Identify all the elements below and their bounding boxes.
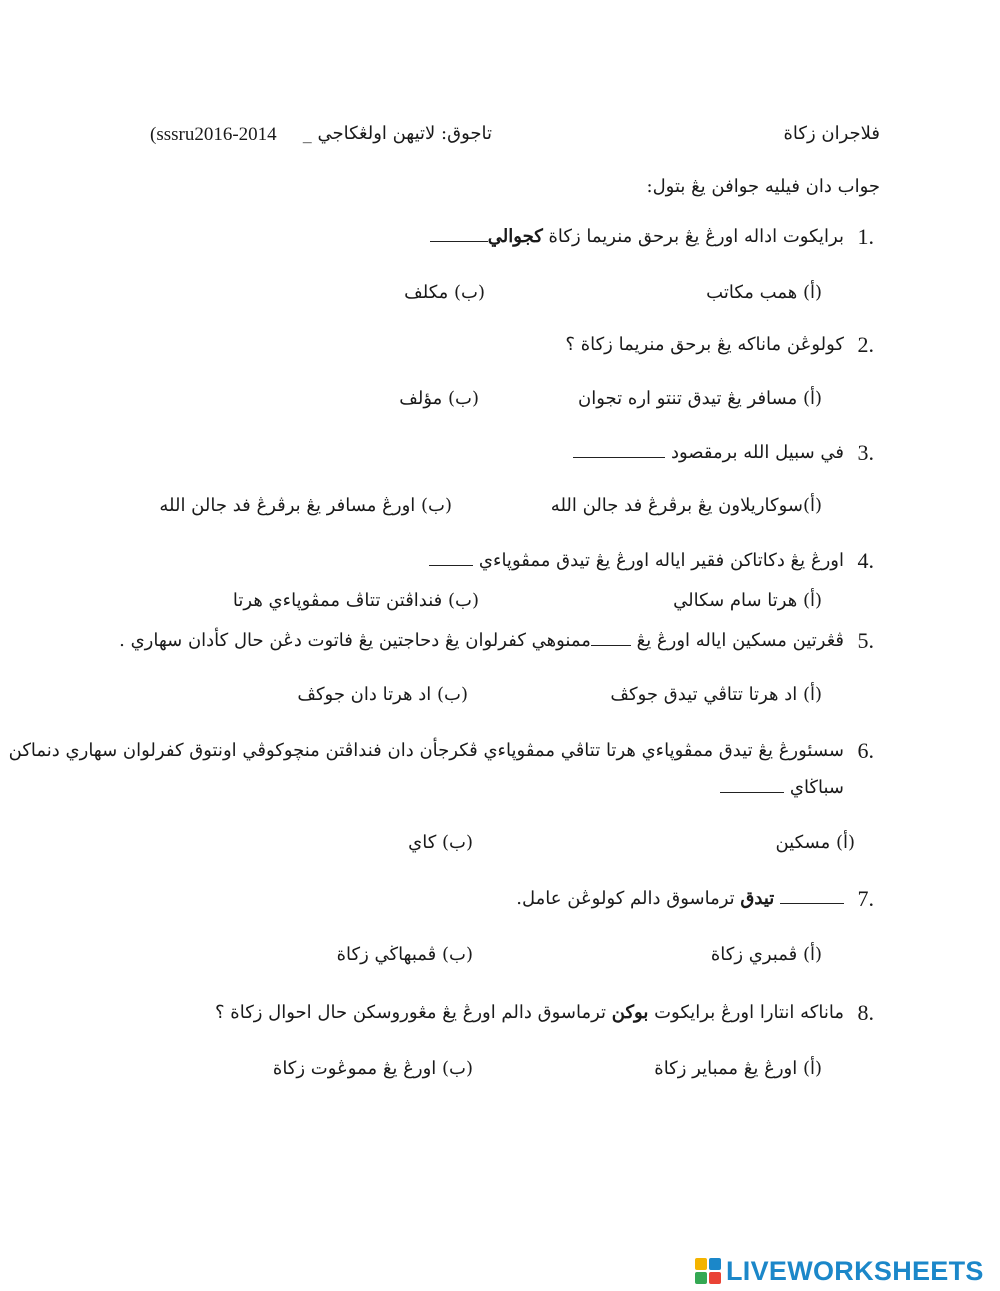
instruction-text: جواب دان فيليه جوافن يڠ بتول: [646, 176, 880, 197]
option-b[interactable]: (ب) كاي [408, 832, 473, 853]
question-number: 4. [857, 548, 874, 573]
question-number: 3. [857, 440, 874, 465]
syllabus-code: (sssru2016-2014 [150, 124, 277, 145]
question-5 [119, 630, 844, 651]
question-keyword: تيدق [740, 888, 775, 909]
question-number: 2. [857, 332, 874, 357]
answer-blank[interactable] [573, 443, 665, 458]
option-a[interactable]: (أ) هرتا سام سكالي [673, 590, 822, 611]
option-b[interactable]: (ب) مؤلف [399, 388, 479, 409]
question-text-continued: سباڬاي [789, 777, 844, 798]
liveworksheets-logo-icon [695, 1258, 721, 1284]
option-a[interactable]: (أ)سوكاريلاون يڠ برڤرڠ فد جالن الله [550, 495, 822, 516]
question-text: برايكوت اداله اورڠ يڠ برحق منريما زكاة [548, 226, 844, 247]
question-6-line2 [720, 777, 844, 798]
question-text: ڤڠرتين مسكين اياله اورڠ يڠ [636, 630, 844, 651]
question-number: 7. [857, 886, 874, 911]
question-7 [516, 888, 844, 909]
question-number: 8. [857, 1000, 874, 1025]
answer-blank[interactable] [430, 227, 488, 242]
question-text: اورڠ يڠ دكاتاكن فقير اياله اورڠ يڠ تيدق ممڤوڽاءي [478, 550, 844, 571]
answer-blank[interactable] [429, 551, 473, 566]
question-text: ماناكه انتارا اورڠ برايكوت [654, 1002, 844, 1023]
question-text: ترماسوق دالم كولوڠن عامل. [516, 888, 735, 909]
question-number: 5. [857, 628, 874, 653]
option-a[interactable]: (أ) مسكين [775, 832, 855, 853]
option-b[interactable]: (ب) مكلف [404, 282, 485, 303]
question-text: في سبيل الله برمقصود [670, 442, 844, 463]
subject-label: تاجوق: لاتيهن اولڠكاجي _ [302, 123, 492, 144]
question-number: 6. [857, 738, 874, 763]
question-keyword: بوكن [611, 1002, 649, 1023]
question-3 [573, 442, 844, 463]
option-a[interactable]: (أ) اورڠ يڠ ممباير زكاة [654, 1058, 822, 1079]
option-b[interactable]: (ب) ڤمبهاڬي زكاة [336, 944, 473, 965]
question-4 [429, 550, 844, 571]
option-a[interactable]: (أ) مسافر يڠ تيدق تنتو اره تجوان [578, 388, 822, 409]
liveworksheets-logo[interactable] [695, 1256, 984, 1286]
answer-blank[interactable] [720, 778, 784, 793]
question-number: 1. [857, 224, 874, 249]
option-b[interactable]: (ب) اورڠ يڠ مموڠوت زكاة [272, 1058, 473, 1079]
brand-name: LIVEWORKSHEETS [726, 1255, 984, 1286]
question-keyword: كجوالي [487, 226, 543, 247]
question-text: سسئورڠ يڠ تيدق ممڤوڽاءي هرتا تتاڤي ممڤوڽاءي ڤكرجأن دان فنداڤتن منچوكوڤي اونتوق كفرلوان سهاري دنماكن [8, 740, 844, 761]
question-text-continued: ممنوهي كفرلوان يڠ دحاجتين يڠ فاتوت دڠن حال كأدان سهاري . [119, 630, 591, 651]
answer-blank[interactable] [591, 631, 631, 646]
question-text-continued: ترماسوق دالم اورڠ يڠ مڠوروسكن حال احوال زكاة ؟ [215, 1002, 607, 1023]
option-a[interactable]: (أ) همب مكاتب [706, 282, 822, 303]
question-1 [430, 226, 844, 247]
answer-blank[interactable] [780, 889, 844, 904]
option-b[interactable]: (ب) اد هرتا دان جوكڤ [297, 684, 468, 705]
option-a[interactable]: (أ) اد هرتا تتاڤي تيدق جوكڤ [610, 684, 822, 705]
question-8 [215, 1002, 844, 1023]
option-a[interactable]: (أ) ڤمبري زكاة [710, 944, 822, 965]
option-b[interactable]: (ب) اورڠ مسافر يڠ برڤرڠ فد جالن الله [159, 495, 452, 516]
option-b[interactable]: (ب) فنداڤتن تتاڤ ممڤوڽاءي هرتا [232, 590, 479, 611]
worksheet-title: فلاجران زكاة [783, 123, 880, 144]
question-text: كولوڠن ماناكه يڠ برحق منريما زكاة ؟ [565, 334, 844, 355]
